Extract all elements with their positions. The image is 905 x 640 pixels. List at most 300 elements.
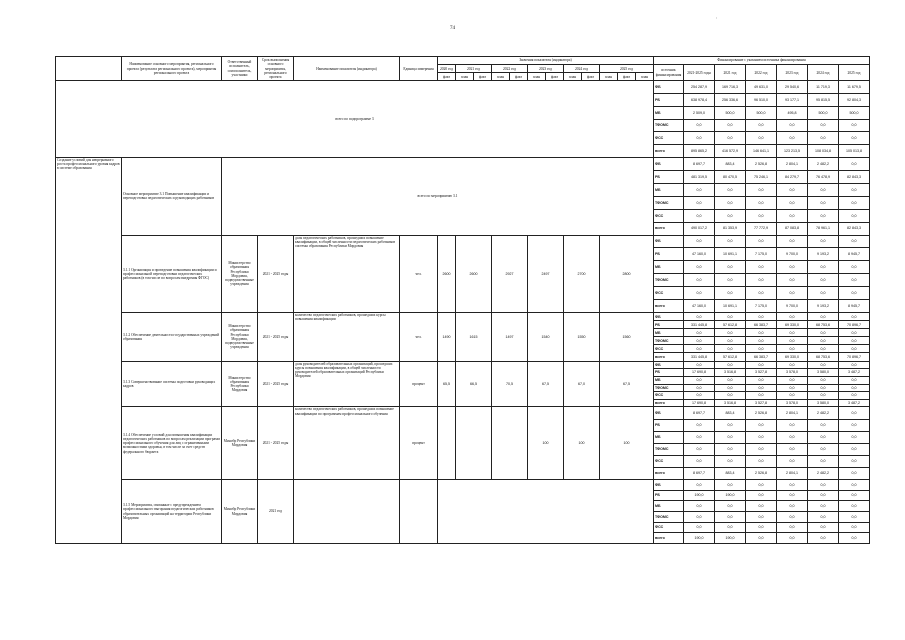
amount-cell: 0,0 xyxy=(684,455,715,467)
amount-cell: 0,0 xyxy=(839,274,870,287)
amount-cell: 9 700,0 xyxy=(777,248,808,261)
amount-cell: 0,0 xyxy=(684,313,715,321)
amount-cell: 0,0 xyxy=(839,119,870,132)
amount-cell: 0,0 xyxy=(777,345,808,353)
indicator-unit: чел. xyxy=(400,235,438,313)
event-term: 2021 - 2025 годы xyxy=(258,313,294,361)
indicator-unit xyxy=(400,480,438,544)
source-code: РБ xyxy=(654,94,684,107)
header-fact: факт xyxy=(618,73,636,81)
source-code: всего xyxy=(654,300,684,313)
amount-cell: 8 697,7 xyxy=(684,468,715,480)
table-body xyxy=(56,57,870,544)
header-fin-year: 2025 год xyxy=(839,65,870,81)
amount-cell: 0,0 xyxy=(684,337,715,345)
header-year: 2023 год xyxy=(528,65,564,73)
amount-cell: 0,0 xyxy=(746,443,777,455)
amount-cell: 0,0 xyxy=(684,329,715,337)
amount-cell: 0,0 xyxy=(715,329,746,337)
amount-cell: 3 487,2 xyxy=(839,369,870,377)
amount-cell: 0,0 xyxy=(808,361,839,369)
amount-cell: 76 478,9 xyxy=(808,170,839,183)
indicator-value: 1540 xyxy=(528,313,564,361)
amount-cell: 10 691,1 xyxy=(715,248,746,261)
amount-cell: 190,0 xyxy=(715,533,746,544)
indicator-value: 100 xyxy=(600,407,654,480)
header-source: источник финансирования xyxy=(654,65,684,81)
amount-cell: 0,0 xyxy=(746,501,777,512)
header-plan: план xyxy=(600,73,618,81)
source-code: ФБ xyxy=(654,407,684,419)
header-plan: план xyxy=(636,73,654,81)
amount-cell: 0,0 xyxy=(746,313,777,321)
amount-cell: 0,0 xyxy=(839,511,870,522)
source-code: ТФОМС xyxy=(654,443,684,455)
amount-cell: 0,0 xyxy=(746,431,777,443)
amount-cell: 81 353,9 xyxy=(715,222,746,235)
amount-cell: 70 896,7 xyxy=(839,321,870,329)
amount-cell: 75 246,1 xyxy=(746,170,777,183)
header-fact: факт xyxy=(474,73,492,81)
amount-cell: 0,0 xyxy=(715,235,746,248)
amount-cell: 0,0 xyxy=(808,345,839,353)
amount-cell: 0,0 xyxy=(715,361,746,369)
indicator-value: 2497 xyxy=(528,235,564,313)
amount-cell: 0,0 xyxy=(839,313,870,321)
amount-cell: 0,0 xyxy=(808,329,839,337)
indicator-unit: процент xyxy=(400,407,438,480)
amount-cell: 0,0 xyxy=(746,384,777,392)
table-row xyxy=(56,158,870,171)
amount-cell: 500,0 xyxy=(839,106,870,119)
amount-cell: 0,0 xyxy=(746,329,777,337)
header-fact: факт xyxy=(546,73,564,81)
indicator-value: 100 xyxy=(564,407,600,480)
indicator-value: 2927 xyxy=(492,235,528,313)
header-plan: план xyxy=(528,73,546,81)
amount-cell: 9 193,2 xyxy=(808,300,839,313)
indicator-name: доля руководителей образовательных организаций, прошедших курсы повышения квалификации, в общей численности руководителей образовательных организаций Республики Мордовия xyxy=(294,361,400,407)
amount-cell: 0,0 xyxy=(777,361,808,369)
amount-cell: 0,0 xyxy=(746,511,777,522)
amount-cell: 0,0 xyxy=(746,376,777,384)
amount-cell: 0,0 xyxy=(684,196,715,209)
table-row xyxy=(56,313,870,321)
amount-cell: 80 470,5 xyxy=(715,170,746,183)
amount-cell: 47 160,0 xyxy=(684,248,715,261)
amount-cell: 8 945,7 xyxy=(839,300,870,313)
amount-cell: 123 213,5 xyxy=(777,145,808,158)
event-term: 2021 - 2025 годы xyxy=(258,361,294,407)
source-code: ФСС xyxy=(654,287,684,300)
table-row xyxy=(56,480,870,491)
source-code: РБ xyxy=(654,419,684,431)
amount-cell: 0,0 xyxy=(839,468,870,480)
amount-cell: 87 083,8 xyxy=(777,222,808,235)
amount-cell: 0,0 xyxy=(808,490,839,501)
source-code: ФСС xyxy=(654,132,684,145)
header-year: 2021 год xyxy=(456,65,492,73)
corner-mark: ' xyxy=(716,18,717,23)
indicator-unit: чел. xyxy=(400,313,438,361)
amount-cell: 0,0 xyxy=(746,392,777,400)
amount-cell: 0,0 xyxy=(684,209,715,222)
amount-cell: 256 336,6 xyxy=(715,94,746,107)
source-code: ТФОМС xyxy=(654,337,684,345)
amount-cell: 0,0 xyxy=(777,533,808,544)
header-year: 2025 год xyxy=(600,65,654,73)
indicator-name: доля педагогических работников, прошедших повышение квалификации, в общей численности педагогических работников системы образования Республики Мордовия xyxy=(294,235,400,313)
source-code: ФСС xyxy=(654,345,684,353)
event-executor: Минобр Республики Мордовия xyxy=(222,480,258,544)
indicator-value: 1490 xyxy=(438,313,456,361)
amount-cell: 0,0 xyxy=(777,119,808,132)
source-code: ФСС xyxy=(654,522,684,533)
amount-cell: 0,0 xyxy=(777,274,808,287)
amount-cell: 0,0 xyxy=(746,287,777,300)
indicator-value: 2800 xyxy=(600,235,654,313)
amount-cell: 8 697,7 xyxy=(684,407,715,419)
amount-cell: 883,4 xyxy=(715,407,746,419)
amount-cell: 0,0 xyxy=(808,132,839,145)
amount-cell: 0,0 xyxy=(684,511,715,522)
header-fact: факт xyxy=(510,73,528,81)
amount-cell: 0,0 xyxy=(808,443,839,455)
source-code: всего xyxy=(654,399,684,407)
amount-cell: 3 487,2 xyxy=(839,399,870,407)
amount-cell: 0,0 xyxy=(746,480,777,491)
amount-cell: 2 804,1 xyxy=(777,158,808,171)
source-code: ФБ xyxy=(654,361,684,369)
amount-cell: 0,0 xyxy=(777,443,808,455)
amount-cell: 17 690,8 xyxy=(684,399,715,407)
amount-cell: 93 177,1 xyxy=(777,94,808,107)
amount-cell: 0,0 xyxy=(808,522,839,533)
amount-cell: 0,0 xyxy=(715,455,746,467)
amount-cell: 3 527,8 xyxy=(746,399,777,407)
amount-cell: 190,0 xyxy=(684,490,715,501)
amount-cell: 331 445,8 xyxy=(684,321,715,329)
amount-cell: 0,0 xyxy=(777,196,808,209)
amount-cell: 57 612,8 xyxy=(715,321,746,329)
source-code: РБ xyxy=(654,369,684,377)
header-year: 2022 год xyxy=(492,65,528,73)
amount-cell: 9 700,0 xyxy=(777,300,808,313)
source-code: всего xyxy=(654,468,684,480)
amount-cell: 895 865,2 xyxy=(684,145,715,158)
amount-cell: 49 631,0 xyxy=(746,81,777,94)
table-row xyxy=(56,81,870,94)
indicator-value xyxy=(456,407,492,480)
event-term: 2021 год xyxy=(258,480,294,544)
amount-cell: 82 843,3 xyxy=(839,222,870,235)
amount-cell: 8 945,7 xyxy=(839,248,870,261)
amount-cell: 0,0 xyxy=(715,522,746,533)
amount-cell: 0,0 xyxy=(715,376,746,384)
amount-cell: 0,0 xyxy=(746,490,777,501)
amount-cell: 0,0 xyxy=(684,261,715,274)
amount-cell: 0,0 xyxy=(715,345,746,353)
amount-cell: 66 383,7 xyxy=(746,353,777,361)
table-row xyxy=(56,361,870,369)
source-code: РБ xyxy=(654,321,684,329)
event-name: Основное мероприятие 3.1 Повышение квалификации и переподготовка педагогических и руководящих работников xyxy=(122,158,222,236)
source-code: всего xyxy=(654,533,684,544)
amount-cell: 105 013,8 xyxy=(839,145,870,158)
amount-cell: 0,0 xyxy=(839,196,870,209)
amount-cell: 0,0 xyxy=(715,337,746,345)
amount-cell: 0,0 xyxy=(777,384,808,392)
amount-cell: 0,0 xyxy=(777,480,808,491)
header-fin-year: 2023 год xyxy=(777,65,808,81)
amount-cell: 0,0 xyxy=(777,235,808,248)
amount-cell: 0,0 xyxy=(684,522,715,533)
amount-cell: 0,0 xyxy=(839,392,870,400)
amount-cell: 3 527,8 xyxy=(746,369,777,377)
amount-cell: 3 580,0 xyxy=(808,399,839,407)
indicator-value: 1560 xyxy=(600,313,654,361)
amount-cell: 0,0 xyxy=(777,261,808,274)
indicator-value xyxy=(438,480,654,544)
header-indicator-values: Значения показателя (индикатора) xyxy=(438,57,654,65)
amount-cell: 0,0 xyxy=(839,337,870,345)
source-code: МБ xyxy=(654,261,684,274)
amount-cell: 2 509,0 xyxy=(684,106,715,119)
amount-cell: 0,0 xyxy=(839,533,870,544)
amount-cell: 0,0 xyxy=(715,261,746,274)
amount-cell: 11 679,5 xyxy=(839,81,870,94)
source-code: МБ xyxy=(654,329,684,337)
amount-cell: 0,0 xyxy=(808,261,839,274)
amount-cell: 0,0 xyxy=(715,313,746,321)
amount-cell: 0,0 xyxy=(777,329,808,337)
source-code: всего xyxy=(654,222,684,235)
amount-cell: 500,0 xyxy=(715,106,746,119)
amount-cell: 0,0 xyxy=(808,235,839,248)
amount-cell: 0,0 xyxy=(808,392,839,400)
amount-cell: 0,0 xyxy=(715,119,746,132)
event-name: 3.1.4 Обеспечение условий для повышения квалификации педагогических работников по вопросам реализации программ профессионального обучения для лиц с ограниченными возможностями здоровья, в том числе за счет средств федерального бюджета xyxy=(122,407,222,480)
source-code: ФБ xyxy=(654,235,684,248)
amount-cell: 96 510,0 xyxy=(746,94,777,107)
amount-cell: 254 287,9 xyxy=(684,81,715,94)
amount-cell: 2 804,1 xyxy=(777,407,808,419)
amount-cell: 146 641,1 xyxy=(746,145,777,158)
amount-cell: 0,0 xyxy=(839,345,870,353)
table-row xyxy=(56,407,870,419)
amount-cell: 0,0 xyxy=(746,183,777,196)
indicator-value: 2600 xyxy=(456,235,492,313)
amount-cell: 495,8 xyxy=(777,106,808,119)
amount-cell: 3 578,0 xyxy=(777,369,808,377)
event-name: 3.1.5 Мероприятия, связанные с предупреждением профессионального выгорания педагогических работников образовательных организаций на территории Республики Мордовия xyxy=(122,480,222,544)
amount-cell: 0,0 xyxy=(777,522,808,533)
source-code: РБ xyxy=(654,248,684,261)
indicator-unit: процент xyxy=(400,361,438,407)
header-main-event: Наименование основного мероприятия, регионального проекта (результата регионального проекта), мероприятия регионального проекта xyxy=(122,57,222,81)
amount-cell: 7 175,0 xyxy=(746,248,777,261)
amount-cell: 0,0 xyxy=(746,209,777,222)
amount-cell: 500,0 xyxy=(746,106,777,119)
event-name: 3.1.1 Организация и проведение повышения квалификации и профессиональной переподготовки педагогических работников (в том числе по вопросам внедрения ФГОС) xyxy=(122,235,222,313)
amount-cell: 0,0 xyxy=(684,287,715,300)
amount-cell: 0,0 xyxy=(839,501,870,512)
indicator-name: количество педагогических работников, прошедших повышение квалификации по программам профессионального обучения xyxy=(294,407,400,480)
event-name: 3.1.3 Совершенствование системы подготовки руководящих кадров xyxy=(122,361,222,407)
page-number: 74 xyxy=(450,26,455,31)
amount-cell: 0,0 xyxy=(808,313,839,321)
event-name: 3.1.2 Обеспечение деятельности государственных учреждений образования xyxy=(122,313,222,361)
amount-cell: 0,0 xyxy=(839,361,870,369)
amount-cell: 2 482,2 xyxy=(808,158,839,171)
source-code: ФБ xyxy=(654,313,684,321)
amount-cell: 0,0 xyxy=(715,196,746,209)
indicator-value: 100 xyxy=(528,407,564,480)
amount-cell: 17 690,8 xyxy=(684,369,715,377)
amount-cell: 0,0 xyxy=(746,419,777,431)
amount-cell: 0,0 xyxy=(715,209,746,222)
header-fin-year: 2021 год xyxy=(715,65,746,81)
header-goal xyxy=(56,57,122,81)
amount-cell: 0,0 xyxy=(777,132,808,145)
source-code: ФСС xyxy=(654,209,684,222)
amount-cell: 0,0 xyxy=(839,209,870,222)
header-financing: Финансирование с указанием источника финансирования xyxy=(654,57,870,65)
source-code: ФБ xyxy=(654,158,684,171)
amount-cell: 0,0 xyxy=(684,119,715,132)
source-code: МБ xyxy=(654,376,684,384)
amount-cell: 0,0 xyxy=(839,443,870,455)
amount-cell: 0,0 xyxy=(777,183,808,196)
event-total-label: всего по мероприятию 3.1 xyxy=(222,158,654,236)
amount-cell: 0,0 xyxy=(746,119,777,132)
header-plan: план xyxy=(492,73,510,81)
amount-cell: 0,0 xyxy=(715,501,746,512)
amount-cell: 47 160,0 xyxy=(684,300,715,313)
amount-cell: 0,0 xyxy=(839,522,870,533)
amount-cell: 7 175,0 xyxy=(746,300,777,313)
amount-cell: 0,0 xyxy=(684,443,715,455)
amount-cell: 0,0 xyxy=(715,443,746,455)
indicator-name xyxy=(294,480,400,544)
amount-cell: 0,0 xyxy=(839,480,870,491)
amount-cell: 0,0 xyxy=(684,361,715,369)
amount-cell: 3 580,0 xyxy=(808,369,839,377)
header-unit: Единица измерения xyxy=(400,57,438,81)
header-plan: план xyxy=(456,73,474,81)
amount-cell: 0,0 xyxy=(715,132,746,145)
amount-cell: 84 279,7 xyxy=(777,170,808,183)
amount-cell: 0,0 xyxy=(808,501,839,512)
header-fact: факт xyxy=(582,73,600,81)
header-plan: план xyxy=(564,73,582,81)
header-term: Срок выполнения основного мероприятия, регионального проекта xyxy=(258,57,294,81)
source-code: всего xyxy=(654,145,684,158)
amount-cell: 190,0 xyxy=(715,490,746,501)
amount-cell: 0,0 xyxy=(777,501,808,512)
amount-cell: 0,0 xyxy=(746,345,777,353)
amount-cell: 0,0 xyxy=(839,132,870,145)
amount-cell: 0,0 xyxy=(808,337,839,345)
amount-cell: 490 017,2 xyxy=(684,222,715,235)
amount-cell: 0,0 xyxy=(839,183,870,196)
source-code: всего xyxy=(654,353,684,361)
source-code: МБ xyxy=(654,501,684,512)
amount-cell: 0,0 xyxy=(777,455,808,467)
source-code: МБ xyxy=(654,106,684,119)
amount-cell: 68 753,6 xyxy=(808,321,839,329)
source-code: РБ xyxy=(654,490,684,501)
amount-cell: 0,0 xyxy=(715,274,746,287)
header-executor: Ответственный исполнитель, соисполнитель, участники xyxy=(222,57,258,81)
header-row xyxy=(56,57,870,65)
amount-cell: 0,0 xyxy=(777,490,808,501)
source-code: ТФОМС xyxy=(654,274,684,287)
amount-cell: 0,0 xyxy=(684,501,715,512)
amount-cell: 0,0 xyxy=(808,480,839,491)
amount-cell: 0,0 xyxy=(715,183,746,196)
header-year: 2020 год xyxy=(438,65,456,73)
amount-cell: 0,0 xyxy=(715,419,746,431)
indicator-name: количество педагогических работников, прошедших курсы повышения квалификации xyxy=(294,313,400,361)
amount-cell: 638 978,4 xyxy=(684,94,715,107)
amount-cell: 3 516,8 xyxy=(715,369,746,377)
amount-cell: 77 772,9 xyxy=(746,222,777,235)
event-term: 2021 - 2025 годы xyxy=(258,407,294,480)
amount-cell: 0,0 xyxy=(777,209,808,222)
amount-cell: 0,0 xyxy=(746,132,777,145)
goal-label: Создание условий для непрерывного роста профессионального уровня кадров в системе образования xyxy=(56,158,122,544)
event-executor: Министерство образования Республики Мордовия, подведомственные учреждения xyxy=(222,235,258,313)
amount-cell: 0,0 xyxy=(839,490,870,501)
amount-cell: 0,0 xyxy=(777,511,808,522)
amount-cell: 3 578,0 xyxy=(777,399,808,407)
source-code: ФБ xyxy=(654,480,684,491)
amount-cell: 57 612,8 xyxy=(715,353,746,361)
amount-cell: 0,0 xyxy=(839,455,870,467)
amount-cell: 95 815,5 xyxy=(808,94,839,107)
amount-cell: 68 753,6 xyxy=(808,353,839,361)
amount-cell: 0,0 xyxy=(746,274,777,287)
amount-cell: 3 516,8 xyxy=(715,399,746,407)
amount-cell: 0,0 xyxy=(808,274,839,287)
amount-cell: 82 843,3 xyxy=(839,170,870,183)
amount-cell: 0,0 xyxy=(839,235,870,248)
indicator-value: 67,0 xyxy=(564,361,600,407)
amount-cell: 92 804,3 xyxy=(839,94,870,107)
amount-cell: 0,0 xyxy=(684,345,715,353)
amount-cell: 0,0 xyxy=(839,431,870,443)
amount-cell: 0,0 xyxy=(684,480,715,491)
amount-cell: 190,0 xyxy=(684,533,715,544)
amount-cell: 0,0 xyxy=(777,431,808,443)
source-code: ФБ xyxy=(654,81,684,94)
amount-cell: 2 804,1 xyxy=(777,468,808,480)
indicator-value: 65,5 xyxy=(438,361,456,407)
source-code: ФСС xyxy=(654,455,684,467)
amount-cell: 0,0 xyxy=(808,183,839,196)
indicator-value: 66,5 xyxy=(456,361,492,407)
amount-cell: 0,0 xyxy=(684,376,715,384)
amount-cell: 481 319,5 xyxy=(684,170,715,183)
amount-cell: 0,0 xyxy=(715,431,746,443)
amount-cell: 8 697,7 xyxy=(684,158,715,171)
amount-cell: 0,0 xyxy=(684,384,715,392)
amount-cell: 0,0 xyxy=(808,533,839,544)
amount-cell: 9 193,2 xyxy=(808,248,839,261)
amount-cell: 0,0 xyxy=(808,376,839,384)
amount-cell: 883,4 xyxy=(715,468,746,480)
